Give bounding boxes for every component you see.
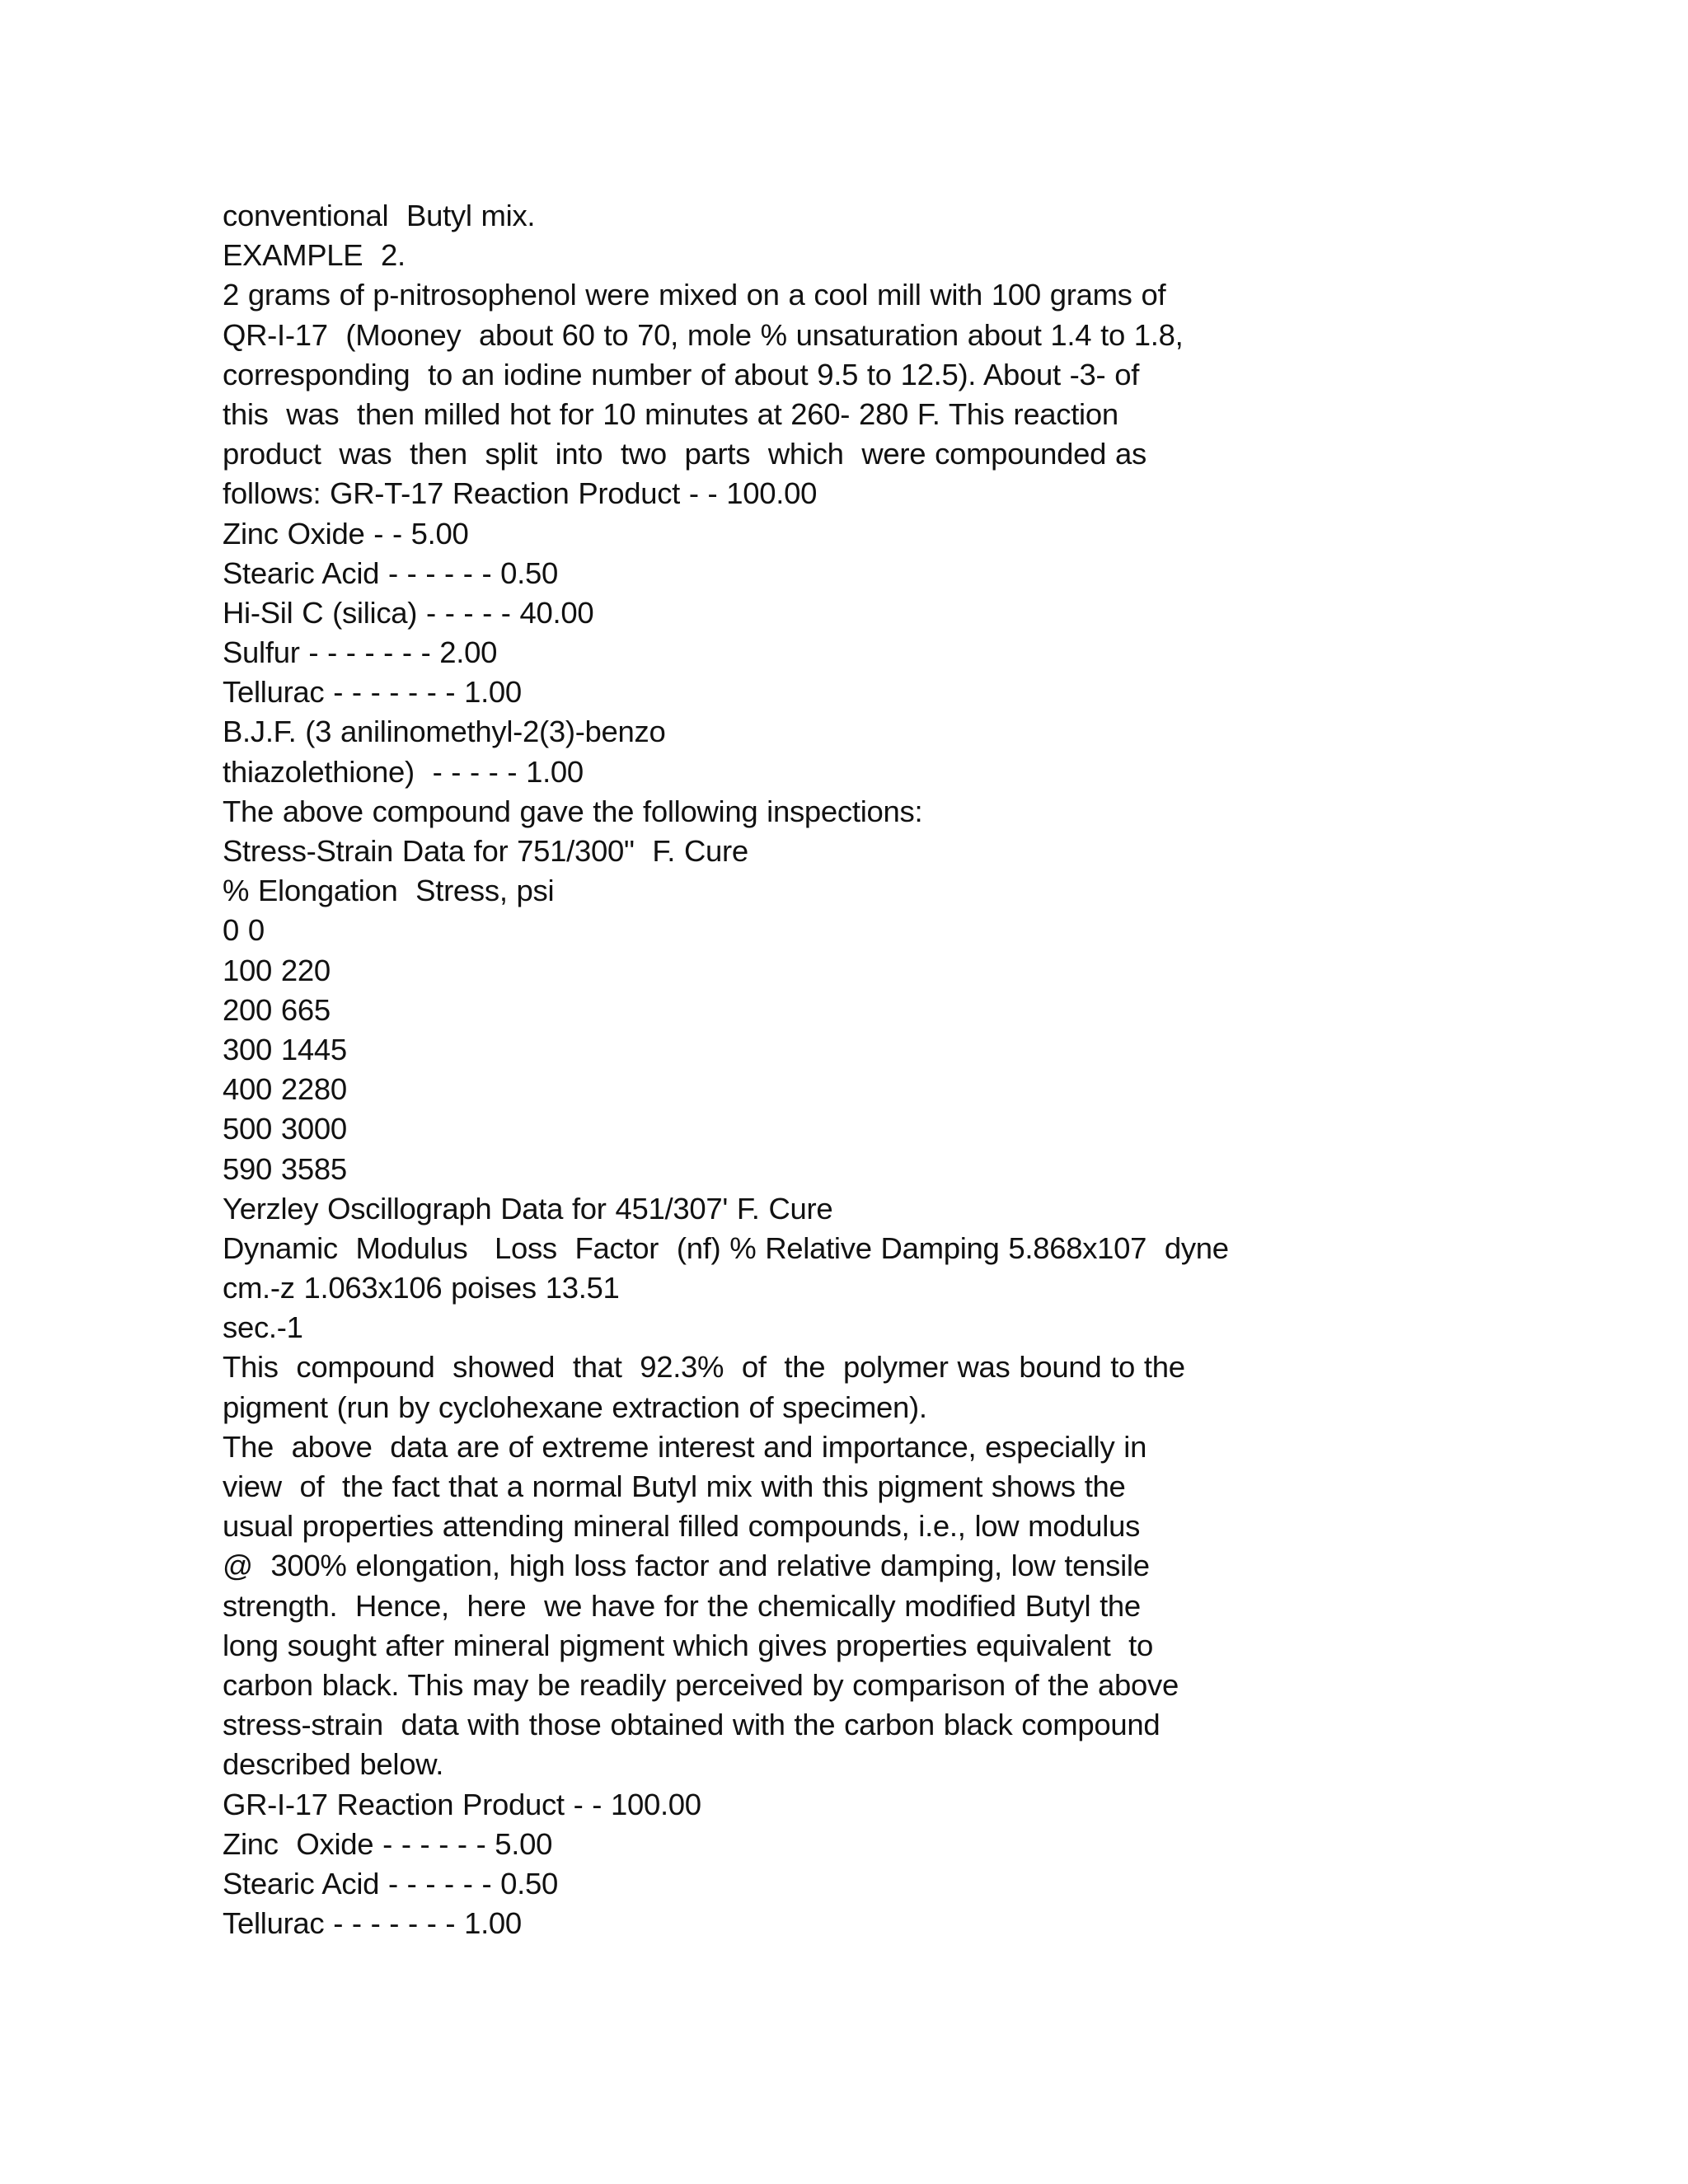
text-line: QR-I-17 (Mooney about 60 to 70, mole % unsaturation about 1.4 to 1.8, xyxy=(223,317,1184,352)
recipe-line: Tellurac - - - - - - - 1.00 xyxy=(223,675,522,710)
text-line: product was then split into two parts which were compounded as xyxy=(223,437,1146,471)
stress-strain-header-row: % Elongation Stress, psi xyxy=(223,874,555,908)
text-line: described below. xyxy=(223,1747,444,1782)
text-line: corresponding to an iodine number of about 9.5 to 12.5). About -3- of xyxy=(223,357,1140,391)
text-line: usual properties attending mineral filled compounds, i.e., low modulus xyxy=(223,1509,1141,1544)
text-line: pigment (run by cyclohexane extraction of specimen). xyxy=(223,1390,927,1424)
recipe-line: Tellurac - - - - - - - 1.00 xyxy=(223,1906,522,1941)
example-heading: EXAMPLE 2. xyxy=(223,238,406,273)
recipe-line: Sulfur - - - - - - - 2.00 xyxy=(223,635,498,670)
text-line: conventional Butyl mix. xyxy=(223,199,536,232)
text-line: view of the fact that a normal Butyl mix with this pigment shows the xyxy=(223,1469,1126,1503)
stress-strain-row: 0 0 xyxy=(223,913,265,948)
oscillograph-data-line: cm.-z 1.063x106 poises 13.51 xyxy=(223,1271,620,1305)
document-body-text xyxy=(223,196,1508,1943)
text-line: stress-strain data with those obtained with the carbon black compound xyxy=(223,1708,1160,1742)
text-line: 2 grams of p-nitrosophenol were mixed on a cool mill with 100 grams of xyxy=(223,278,1166,312)
stress-strain-heading: Stress-Strain Data for 751/300" F. Cure xyxy=(223,834,748,868)
text-line: carbon black. This may be readily perceived by comparison of the above xyxy=(223,1667,1179,1702)
recipe-line: Stearic Acid - - - - - - 0.50 xyxy=(223,1866,558,1900)
stress-strain-row: 100 220 xyxy=(223,953,331,987)
text-line: long sought after mineral pigment which gives properties equivalent to xyxy=(223,1628,1153,1662)
text-line: @ 300% elongation, high loss factor and relative damping, low tensile xyxy=(223,1549,1150,1583)
stress-strain-row: 400 2280 xyxy=(223,1072,347,1107)
recipe-line: Zinc Oxide - - 5.00 xyxy=(223,516,469,551)
oscillograph-data-line: Dynamic Modulus Loss Factor (nf) % Relative Damping 5.868x107 dyne xyxy=(223,1230,1229,1265)
text-line: The above compound gave the following inspections: xyxy=(223,794,923,828)
text-line: this was then milled hot for 10 minutes at 260- 280 F. This reaction xyxy=(223,396,1118,431)
recipe-line: Hi-Sil C (silica) - - - - - 40.00 xyxy=(223,595,594,630)
stress-strain-row: 500 3000 xyxy=(223,1112,347,1146)
recipe-line: GR-I-17 Reaction Product - - 100.00 xyxy=(223,1787,701,1821)
stress-strain-row: 300 1445 xyxy=(223,1032,347,1066)
recipe-line: thiazolethione) - - - - - 1.00 xyxy=(223,754,584,789)
oscillograph-data-line: sec.-1 xyxy=(223,1310,303,1345)
stress-strain-row: 200 665 xyxy=(223,992,331,1027)
recipe-line: Stearic Acid - - - - - - 0.50 xyxy=(223,555,558,590)
recipe-line: Zinc Oxide - - - - - - 5.00 xyxy=(223,1826,553,1861)
recipe-line: follows: GR-T-17 Reaction Product - - 100.00 xyxy=(223,476,818,511)
oscillograph-heading: Yerzley Oscillograph Data for 451/307' F. Cure xyxy=(223,1191,833,1226)
text-line: The above data are of extreme interest and importance, especially in xyxy=(223,1429,1147,1464)
text-line: This compound showed that 92.3% of the polymer was bound to the xyxy=(223,1350,1185,1385)
stress-strain-row: 590 3585 xyxy=(223,1151,347,1186)
recipe-line: B.J.F. (3 anilinomethyl-2(3)-benzo xyxy=(223,715,666,749)
text-line: strength. Hence, here we have for the chemically modified Butyl the xyxy=(223,1588,1141,1623)
